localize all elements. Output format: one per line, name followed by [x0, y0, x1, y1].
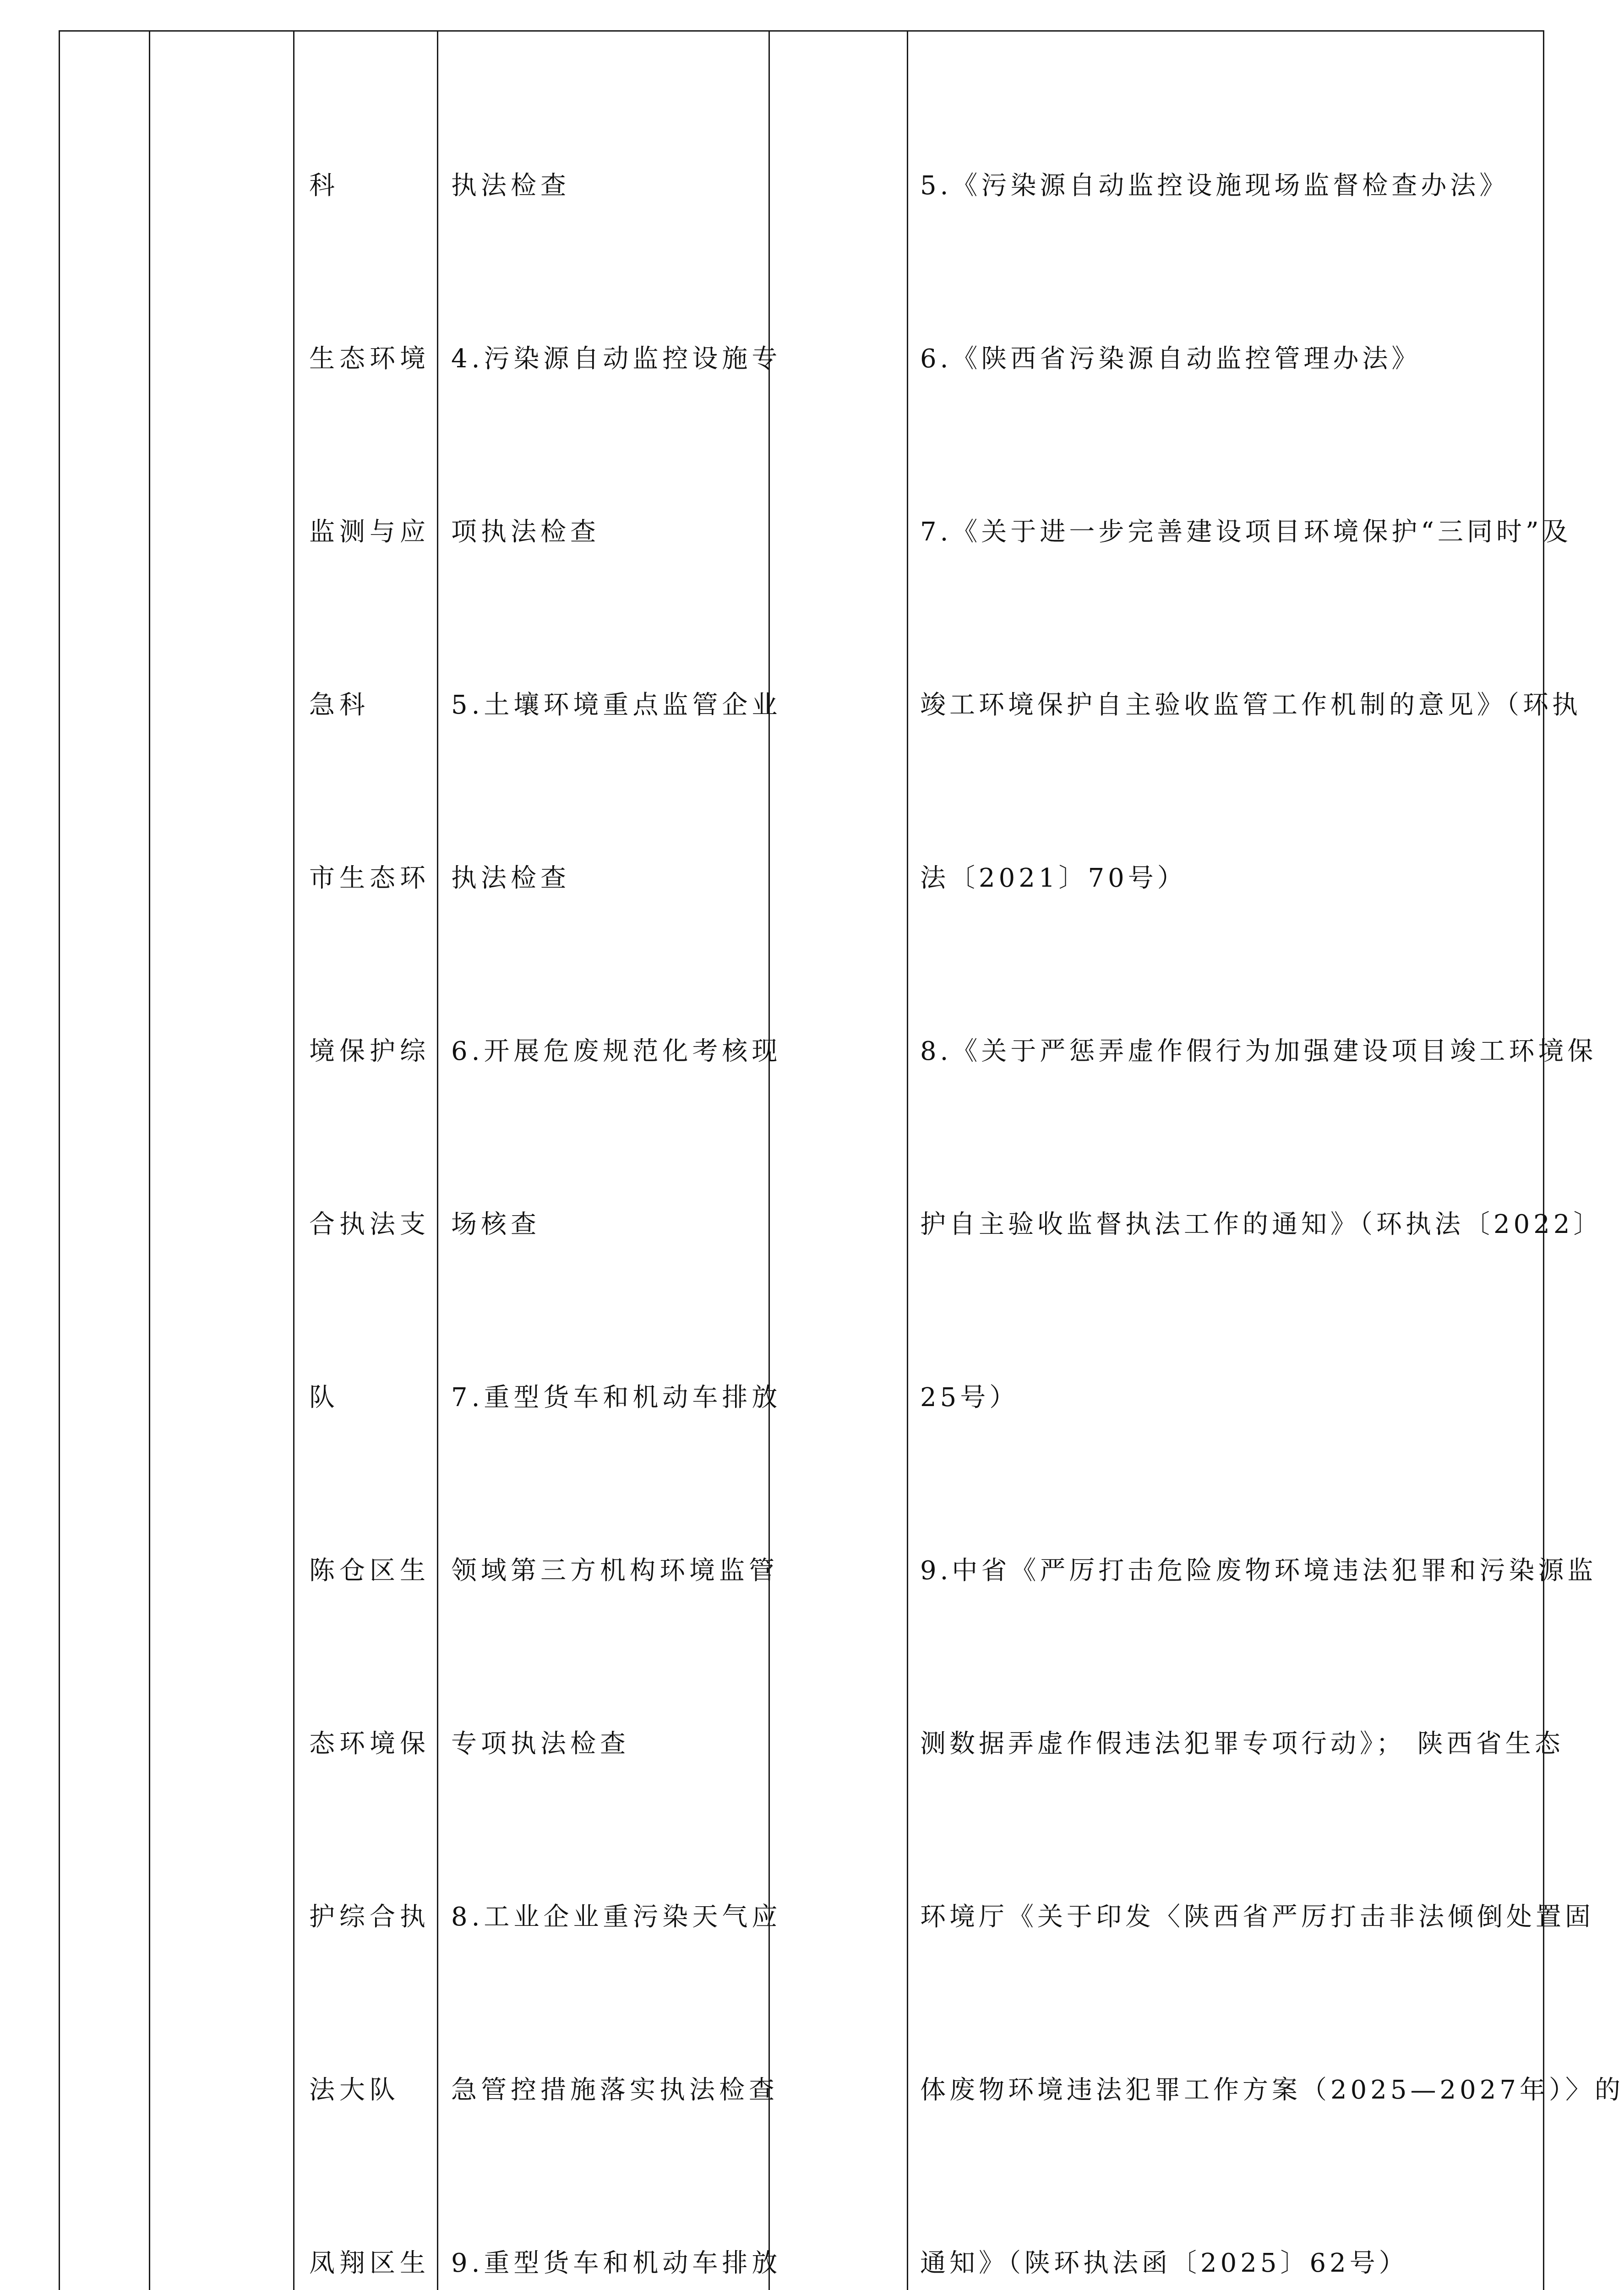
task-line: 4.污染源自动监控设施专: [451, 330, 768, 388]
task-line: 专项执法检查: [451, 1715, 768, 1773]
unit-line: 科: [309, 157, 437, 215]
task-line: 5.土壤环境重点监管企业: [451, 676, 768, 734]
task-line: 领域第三方机构环境监管: [451, 1542, 768, 1600]
basis-line: 8.《关于严惩弄虚作假行为加强建设项目竣工环境保: [920, 1023, 1543, 1080]
basis-line: 6.《陕西省污染源自动监控管理办法》: [920, 330, 1543, 388]
basis-line: 体废物环境违法犯罪工作方案（2025—2027年）〉的: [920, 2061, 1543, 2119]
task-line: 执法检查: [451, 157, 768, 215]
cell-inspection-tasks: [438, 31, 769, 2290]
unit-line: 市生态环: [309, 850, 437, 907]
unit-line: 生态环境: [309, 330, 437, 388]
unit-line: 急科: [309, 676, 437, 734]
task-line: 8.工业企业重污染天气应: [451, 1888, 768, 1946]
responsible-units-text: [294, 42, 437, 2290]
basis-line: 测数据弄虚作假违法犯罪专项行动》； 陕西省生态: [920, 1715, 1543, 1773]
task-line: 9.重型货车和机动车排放: [451, 2235, 768, 2290]
table-row: [60, 31, 1544, 2290]
task-line: 执法检查: [451, 850, 768, 907]
cell-col-b: [150, 31, 294, 2290]
task-line: 6.开展危废规范化考核现: [451, 1023, 768, 1080]
task-line: 急管控措施落实执法检查: [451, 2061, 768, 2119]
task-line: 场核查: [451, 1196, 768, 1254]
basis-line: 25号）: [920, 1369, 1543, 1427]
cell-col-e: [769, 31, 908, 2290]
task-line: 7.重型货车和机动车排放: [451, 1369, 768, 1427]
basis-line: 法〔2021〕70号）: [920, 850, 1543, 907]
basis-line: 9.中省《严厉打击危险废物环境违法犯罪和污染源监: [920, 1542, 1543, 1600]
task-line: 项执法检查: [451, 503, 768, 561]
unit-line: 凤翔区生: [309, 2235, 437, 2290]
cell-responsible-units: [294, 31, 438, 2290]
basis-line: 5.《污染源自动监控设施现场监督检查办法》: [920, 157, 1543, 215]
unit-line: 陈仓区生: [309, 1542, 437, 1600]
basis-line: 7.《关于进一步完善建设项目环境保护“三同时”及: [920, 503, 1543, 561]
basis-line: 通知》（陕环执法函〔2025〕62号）: [920, 2235, 1543, 2290]
legal-basis-text: [908, 42, 1543, 2290]
cell-legal-basis: [908, 31, 1544, 2290]
unit-line: 态环境保: [309, 1715, 437, 1773]
inspection-tasks-text: [438, 42, 768, 2290]
unit-line: 合执法支: [309, 1196, 437, 1254]
document-table: [59, 30, 1544, 2290]
unit-line: 队: [309, 1369, 437, 1427]
unit-line: 监测与应: [309, 503, 437, 561]
cell-col-a: [60, 31, 150, 2290]
basis-line: 环境厅《关于印发〈陕西省严厉打击非法倾倒处置固: [920, 1888, 1543, 1946]
basis-line: 护自主验收监督执法工作的通知》（环执法〔2022〕: [920, 1196, 1543, 1254]
unit-line: 护综合执: [309, 1888, 437, 1946]
unit-line: 境保护综: [309, 1023, 437, 1080]
basis-line: 竣工环境保护自主验收监管工作机制的意见》（环执: [920, 676, 1543, 734]
unit-line: 法大队: [309, 2061, 437, 2119]
